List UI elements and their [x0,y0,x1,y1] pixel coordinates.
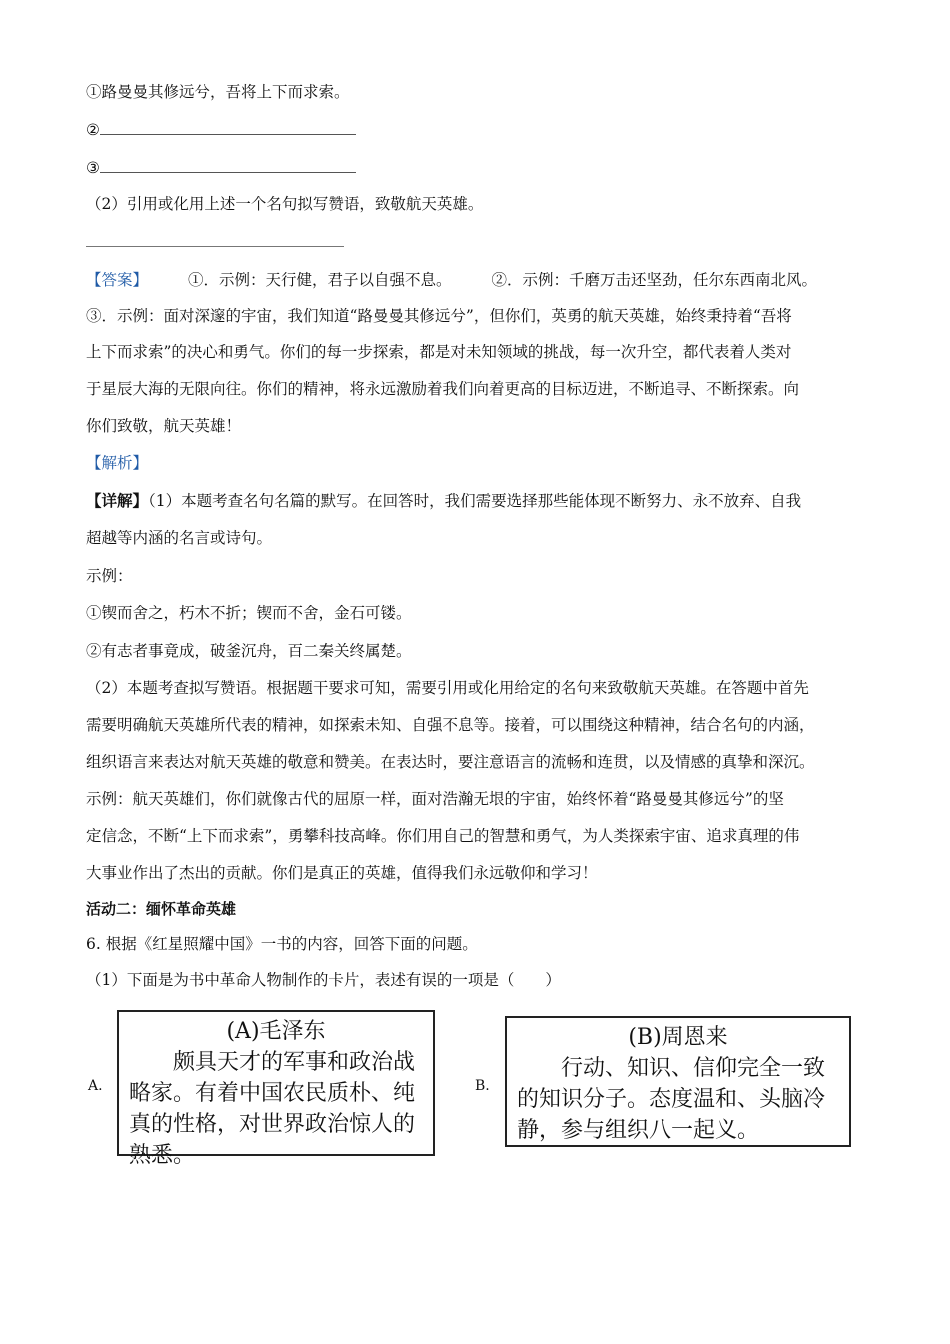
question-item-1: ①路曼曼其修远兮，吾将上下而求索。 [86,83,350,101]
analysis-line: ①锲而舍之，朽木不折；锲而不舍，金石可镂。 [86,604,412,622]
answer-tag: 【答案】 [86,271,149,289]
item-2-number: ② [86,121,100,139]
analysis-line: 超越等内涵的名言或诗句。 [86,529,273,547]
question-item-3 [86,158,356,178]
option-label-a[interactable]: A. [88,1078,103,1094]
detail-tag: 【详解】 [86,492,149,510]
answer-2: ②．示例：千磨万击还坚劲，任尔东西南北风。 [491,271,818,289]
answer-3-line: ③．示例：面对深邃的宇宙，我们知道“路曼曼其修远兮”，但你们，英勇的航天英雄，始终秉持着“吾将 [86,307,792,325]
answer-line-1 [86,270,817,290]
analysis-line: 示例：航天英雄们，你们就像古代的屈原一样，面对浩瀚无垠的宇宙，始终怀着“路曼曼其修远兮”的坚 [86,790,784,808]
card-b-title: (B)周恩来 [628,1025,728,1050]
option-card-a[interactable] [117,1010,435,1168]
answer-blank-part-2[interactable] [86,246,344,247]
activity-title: 活动二：缅怀革命英雄 [86,900,237,918]
option-label-b[interactable]: B. [475,1078,490,1094]
question-part-2: （2）引用或化用上述一个名句拟写赞语，致敬航天英雄。 [86,195,484,213]
answer-blank-3[interactable] [100,158,356,173]
analysis-line: 定信念，不断“上下而求索”，勇攀科技高峰。你们用自己的智慧和勇气，为人类探索宇宙、追求真理的伟 [86,827,800,845]
analysis-line: 需要明确航天英雄所代表的精神，如探索未知、自强不息等。接着，可以围绕这种精神，结合名句的内涵， [86,716,815,734]
analysis-line: ②有志者事竟成，破釜沉舟，百二秦关终属楚。 [86,642,412,660]
answer-3-line: 上下而求索”的决心和勇气。你们的每一步探索，都是对未知领域的挑战，每一次升空，都代表着人类对 [86,343,792,361]
analysis-line: 示例： [86,567,133,585]
question-6: 6. 根据《红星照耀中国》一书的内容，回答下面的问题。 [86,935,478,953]
analysis-tag: 【解析】 [86,454,149,472]
analysis-line: 组织语言来表达对航天英雄的敬意和赞美。在表达时，要注意语言的流畅和连贯，以及情感的真挚和深沉。 [86,753,815,771]
item-3-number: ③ [86,159,100,177]
card-b-body: 行动、知识、信仰完全一致的知识分子。态度温和、头脑冷静，参与组织八一起义。 [517,1056,826,1143]
analysis-line: 大事业作出了杰出的贡献。你们是真正的英雄，值得我们永远敬仰和学习！ [86,864,598,882]
question-item-2 [86,120,356,140]
analysis-line: （2）本题考查拟写赞语。根据题干要求可知，需要引用或化用给定的名句来致敬航天英雄。在答题中首先 [86,679,809,697]
analysis-line [86,491,801,511]
option-card-b[interactable] [505,1016,851,1147]
analysis-text: （1）本题考查名句名篇的默写。在回答时，我们需要选择那些能体现不断努力、永不放弃、自我 [148,492,802,510]
answer-3-line: 于星辰大海的无限向往。你们的精神，将永远激励着我们向着更高的目标迈进，不断追寻、不断探索。向 [86,380,800,398]
question-6-1: （1）下面是为书中革命人物制作的卡片，表述有误的一项是（ ） [86,971,561,989]
card-a-title: (A)毛泽东 [226,1019,326,1044]
answer-blank-2[interactable] [100,120,356,135]
card-a-body: 颇具天才的军事和政治战略家。有着中国农民质朴、纯真的性格，对世界政治惊人的熟悉。 [129,1050,416,1168]
answer-1: ①．示例：天行健，君子以自强不息。 [188,271,452,289]
answer-3-line: 你们致敬，航天英雄！ [86,417,242,435]
